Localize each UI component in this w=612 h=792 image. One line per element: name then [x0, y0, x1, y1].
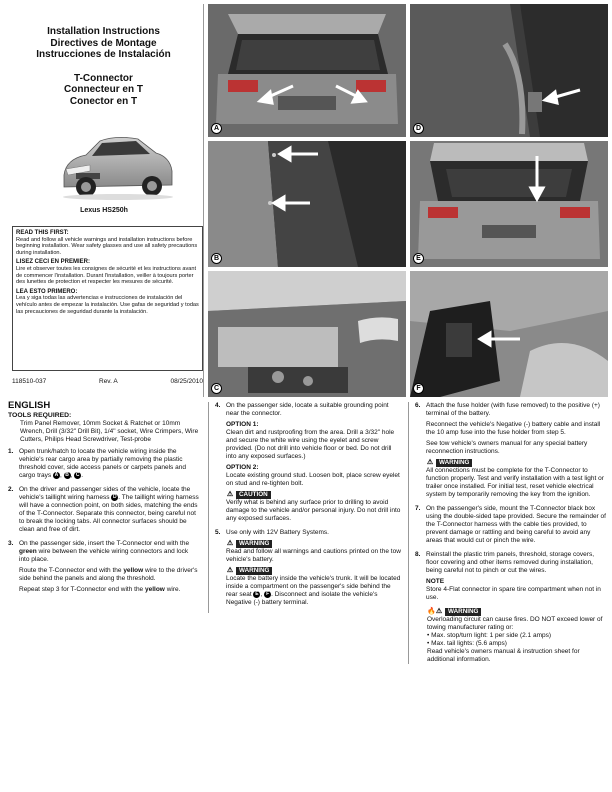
green-wire-label: green	[19, 548, 37, 556]
step-number: 1.	[8, 448, 14, 455]
warning-triangle-icon: ⚠	[435, 608, 443, 615]
step-3-repeat-text: wire.	[166, 586, 181, 594]
figure-e-icon: E	[255, 591, 259, 597]
photo-b-image	[208, 141, 406, 267]
fr-text: Lire et observer toutes les consignes de sécurité et les instructions avant de commencer l'installation. Durant l'installation, veiller à toujours porter des lunettes de protection et respecter les mesures de sécurité.	[16, 265, 197, 286]
step-3-text: wire between the vehicle wiring connectors and lock into place.	[19, 548, 189, 564]
step-2-text-a: On the driver and passenger sides of the vehicle, locate the vehicle's taillight wiring harness	[19, 486, 191, 502]
step-3-text: On the passenger side, insert the T-Connector end with the	[19, 540, 190, 548]
warning-triangle-icon: ⚠	[226, 491, 234, 498]
title-es: Instrucciones de Instalación	[36, 49, 171, 60]
warning-badge: WARNING	[445, 608, 481, 616]
figure-a-icon: A	[54, 472, 59, 478]
step-number: 8.	[415, 551, 421, 558]
photo-d	[410, 4, 608, 137]
photo-a-image	[208, 4, 406, 137]
warning-1-text: Read and follow all warnings and cautions printed on the tow vehicle's battery.	[226, 548, 401, 563]
photo-c	[208, 271, 406, 397]
step-number: 4.	[215, 402, 221, 409]
es-heading: LEA ESTO PRIMERO:	[16, 288, 78, 295]
title-block	[4, 26, 203, 61]
step-6-text-b: Reconnect the vehicle's Negative (-) battery cable and install the 10 amp fuse into the fuse holder from step 5.	[426, 421, 601, 436]
part-number: 118510-037	[12, 378, 47, 385]
tools-list: Trim Panel Remover, 10mm Socket & Ratchet or 10mm Wrench, Drill (3/32" Drill Bit), 1/4" socket, Wire Crimpers, Wire Cutters, Philips Head Screwdriver, Test-probe	[20, 420, 199, 443]
photo-f-image	[410, 271, 608, 397]
caution-badge: CAUTION	[236, 491, 271, 499]
step-4-text: On the passenger side, locate a suitable grounding point near the connector.	[226, 402, 389, 417]
photo-label-b: B	[211, 253, 222, 264]
step-7-text: On the passenger's side, mount the T-Connector black box using the double-sided tape provided. Secure the remainder of the T-Connector harness with the cable ties provided, to prevent damage or rattling and being careful to avoid any areas that would cut or pinch the wire.	[426, 505, 606, 544]
photo-label-c: C	[211, 383, 222, 394]
option-1-label: OPTION 1:	[226, 421, 259, 428]
step-1: 1. Open trunk/hatch to locate the vehicle wiring inside the vehicle's rear cargo area by partially removing the plastic threshold cover, side access panels or carpets panels and cargo trays A , B , C .	[8, 448, 200, 483]
photo-e	[410, 141, 608, 267]
photo-e-image	[410, 141, 608, 267]
photo-a	[208, 4, 406, 137]
step-6-text-c: See tow vehicle's owners manual for any special battery reconnection instructions.	[426, 440, 588, 455]
warning-triangle-icon: ⚠	[226, 540, 234, 547]
warning-badge: WARNING	[436, 459, 472, 467]
step-3-route-text: Route the T-Connector end with the	[19, 567, 122, 575]
figure-f-icon: F	[266, 591, 270, 597]
photo-b	[208, 141, 406, 267]
option-2-text: Locate existing ground stud. Loosen bolt, place screw eyelet on stud and re-tighten bolt.	[226, 472, 400, 487]
language-heading: ENGLISH	[8, 400, 51, 411]
title-en: Installation Instructions	[47, 26, 160, 37]
read-first-heading: READ THIS FIRST:	[16, 230, 69, 236]
step-4	[215, 402, 403, 526]
yellow-wire-label: yellow	[145, 586, 165, 594]
photo-label-d: D	[413, 123, 424, 134]
note-label: NOTE	[426, 578, 445, 585]
english-column-2	[208, 402, 403, 613]
step-6	[415, 402, 608, 502]
product-en: T-Connector	[74, 72, 133, 84]
photo-label-a: A	[211, 123, 222, 134]
fire-icon: 🔥	[427, 608, 436, 615]
english-column-3	[408, 402, 608, 664]
tools-heading: TOOLS REQUIRED:	[8, 412, 72, 419]
step-3-repeat-text: Repeat step 3 for T-Connector end with the	[19, 586, 144, 594]
figure-d-icon: D	[112, 494, 117, 501]
step-6-text-a: Attach the fuse holder (with fuse removed) to the positive (+) terminal of the battery.	[426, 402, 600, 417]
step-2-text-b: . The taillight wiring harness will have a connection point, on both sides, matching the ends of the T-Connector. Separate this connector, being careful not to break the locking tabs. All connector surfaces should be clean and free of dirt.	[19, 494, 199, 534]
warning-3-text: All connections must be complete for the T-Connector to function properly. Test and verify installation with a test light or trailer once installed. For initial test, reset vehicle electrical system by temporarily removing the key from the ignition.	[426, 467, 604, 498]
fr-heading: LISEZ CECI EN PREMIER:	[16, 259, 91, 266]
step-number: 5.	[215, 529, 221, 536]
warning-2-text: Locate the battery inside the vehicle's trunk. It will be located inside a compartment on the passenger's side behind the rear seat	[226, 575, 401, 599]
step-8-text: Reinstall the plastic trim panels, threshold, storage covers, floor covering and other items removed during installation, being careful not to pinch or cut the wires.	[426, 551, 594, 574]
photo-c-image	[208, 271, 406, 397]
warning-triangle-icon: ⚠	[426, 459, 434, 466]
vehicle-name: Lexus HS250h	[80, 207, 128, 214]
es-text: Lea y siga todas las advertencias e instrucciones de instalación del vehículo antes de empezar la instalación. Use gafas de seguridad y todas las precauciones de seguridad durante la instalación.	[16, 295, 199, 315]
step-2	[8, 486, 200, 537]
product-fr: Connecteur en T	[64, 84, 143, 95]
revision: Rev. A	[99, 378, 118, 385]
date: 08/25/2010	[170, 378, 203, 385]
photo-label-f: F	[413, 383, 424, 394]
final-note: Read vehicle's owners manual & instruction sheet for additional information.	[427, 648, 580, 663]
step-3	[8, 540, 200, 597]
step-number: 6.	[415, 402, 421, 409]
warning-2-text-b: . Disconnect and isolate the vehicle's Negative (-) battery terminal.	[226, 591, 378, 607]
header-column	[4, 4, 204, 397]
caution-text: Verify what is behind any surface prior to drilling to avoid damage to the vehicle and/or personal injury. Do not drill into any exposed surfaces.	[226, 499, 401, 522]
step-number: 3.	[8, 540, 14, 548]
step-number: 7.	[415, 505, 421, 512]
document-footer	[12, 378, 203, 385]
photo-f	[410, 271, 608, 397]
step-7	[415, 505, 608, 548]
title-fr: Directives de Montage	[50, 37, 157, 49]
note-text: Store 4-Flat connector in spare tire compartment when not in use.	[426, 586, 601, 601]
photo-d-image	[410, 4, 608, 137]
warning-badge: WARNING	[236, 567, 272, 575]
warning-badge: WARNING	[236, 540, 272, 548]
rating-bullet-2: • Max. tail lights: (5.6 amps)	[427, 640, 507, 647]
yellow-wire-label: yellow	[123, 567, 144, 575]
english-column-1	[8, 402, 200, 600]
read-first-text: Read and follow all vehicle warnings and installation instructions before beginning installation. Wear safety glasses and use all safety precautions during installation.	[16, 236, 198, 256]
step-5-text: Use only with 12V Battery Systems.	[226, 529, 329, 536]
step-5: 5. Use only with 12V Battery Systems. ⚠ WARNING Read and follow all warnings and cautions printed on the tow vehicle's battery. ⚠ WARNING Locate the battery inside the vehicle's trunk. It will be located inside a compartment on the passenger's side behind the rear seat E , F . Disconnect and isolate the vehicle's Negative (-) battery terminal.	[215, 529, 403, 610]
product-es: Conector en T	[69, 95, 138, 107]
rating-bullet-1: • Max. stop/turn light: 1 per side (2.1 amps)	[427, 632, 552, 639]
photo-label-e: E	[413, 253, 424, 264]
figure-b-icon: B	[65, 472, 69, 478]
step-3-route-text: wire to the driver's side behind the panels and along the threshold.	[19, 567, 198, 583]
step-8	[415, 551, 608, 605]
safety-notice-box	[12, 226, 203, 371]
step-1-text: Open trunk/hatch to locate the vehicle wiring inside the vehicle's rear cargo area by partially removing the plastic threshold cover, side access panels or carpets panels and cargo trays	[19, 448, 186, 480]
figure-c-icon: C	[75, 472, 80, 478]
vehicle-illustration	[56, 129, 176, 204]
product-block	[4, 73, 203, 108]
warning-4-text: Overloading circuit can cause fires. DO NOT exceed lower of towing manufacturer rating or:	[427, 616, 603, 631]
warning-triangle-icon: ⚠	[226, 567, 234, 574]
step-number: 2.	[8, 486, 14, 494]
option-2-label: OPTION 2:	[226, 464, 259, 471]
option-1-text: Clean dirt and rustproofing from the area. Drill a 3/32" hole and secure the white wire using the eyelet and screw provided. (Do not drill into vehicle floor or bed. Do not drill into any exposed surfaces.)	[226, 429, 395, 460]
